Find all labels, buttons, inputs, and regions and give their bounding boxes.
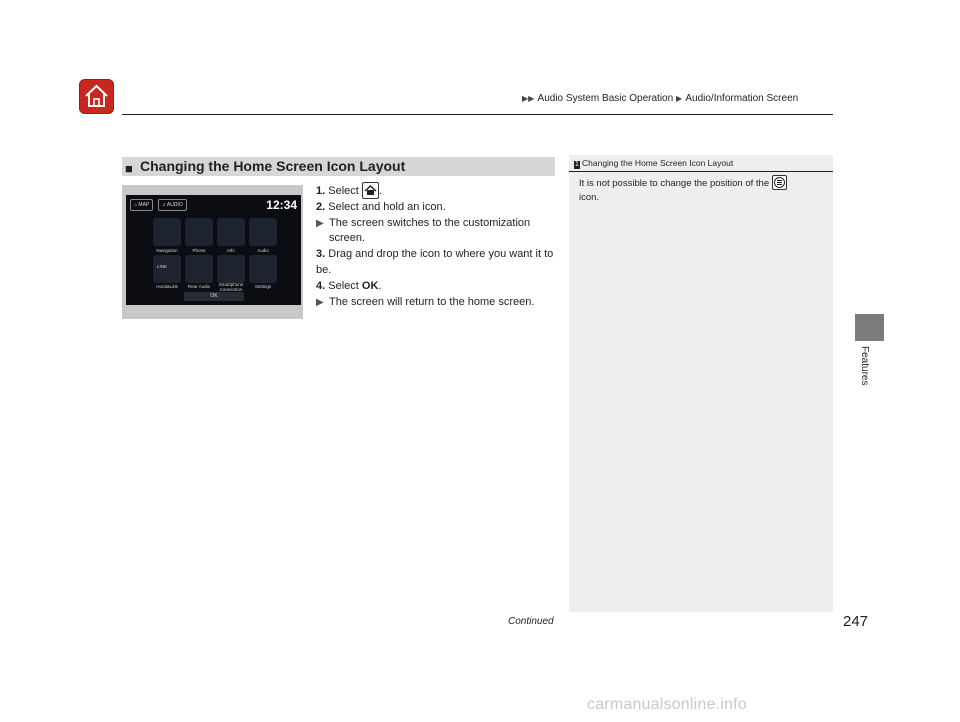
note-title: 1 Changing the Home Screen Icon Layout [575, 158, 734, 168]
breadcrumb-part-2[interactable]: Audio/Information Screen [685, 93, 799, 104]
continued-label: Continued [508, 616, 554, 627]
tile-hondalink: LINK [153, 255, 181, 283]
side-tab-features[interactable] [855, 314, 884, 341]
tile-rear-audio [185, 255, 213, 283]
result-arrow-icon: ▶ [316, 217, 324, 229]
tile-label: Smartphone Connection [218, 282, 244, 292]
tile-smartphone [217, 255, 245, 283]
breadcrumb [522, 93, 798, 104]
step-4-result: ▶ The screen will return to the home screen. [316, 295, 556, 311]
home-icon [362, 182, 379, 199]
step-4: 4. Select OK. ▶ The screen will return to the home screen. [316, 279, 556, 311]
step-2-result: ▶ The screen switches to the customization screen. [316, 216, 531, 245]
note-panel [569, 155, 833, 612]
note-body: It is not possible to change the position of the icon. [579, 175, 824, 205]
tile-navigation [153, 218, 181, 246]
tile-label: Rear Audio [187, 284, 211, 289]
tile-label: Audio [257, 248, 269, 253]
breadcrumb-arrow-icon: ▶▶ [522, 94, 535, 103]
home-screen-image [126, 195, 301, 305]
square-bullet-icon: ■ [125, 161, 133, 176]
house-icon [84, 84, 109, 109]
screen-clock: 12:34 [266, 198, 297, 212]
screen-illustration [122, 185, 303, 319]
tile-label: Settings [254, 284, 272, 289]
section-heading [122, 157, 555, 176]
tile-label: Navigation [156, 248, 178, 253]
result-arrow-icon: ▶ [316, 296, 324, 308]
tile-audio [249, 218, 277, 246]
tile-label: HondaLink [156, 284, 178, 289]
tile-label: Phone [192, 248, 206, 253]
tile-info [217, 218, 245, 246]
breadcrumb-part-1[interactable]: Audio System Basic Operation [537, 93, 674, 104]
breadcrumb-arrow-icon: ▶ [675, 94, 683, 103]
watermark: carmanualsonline.info [587, 696, 747, 713]
home-chapter-icon [79, 79, 114, 114]
step-list [316, 182, 556, 310]
audio-pill: ♫ AUDIO [158, 199, 187, 211]
side-tab-label: Features [859, 346, 870, 386]
tile-settings [249, 255, 277, 283]
section-title: Changing the Home Screen Icon Layout [140, 158, 406, 174]
tile-label: Info [227, 248, 235, 253]
menu-grid-icon [772, 175, 787, 190]
step-3: 3. Drag and drop the icon to where you want it to be. [316, 248, 554, 276]
step-1: 1. Select . [316, 182, 556, 200]
page-number: 247 [843, 613, 869, 630]
ok-bar: OK [184, 292, 244, 301]
note-rule [569, 171, 833, 172]
screen-top-bar [126, 195, 301, 215]
header-rule [122, 114, 833, 115]
step-2: 2. Select and hold an icon. ▶ The screen switches to the customization screen. [316, 200, 556, 247]
map-pill: ⌂ MAP [130, 199, 153, 211]
tile-phone [185, 218, 213, 246]
